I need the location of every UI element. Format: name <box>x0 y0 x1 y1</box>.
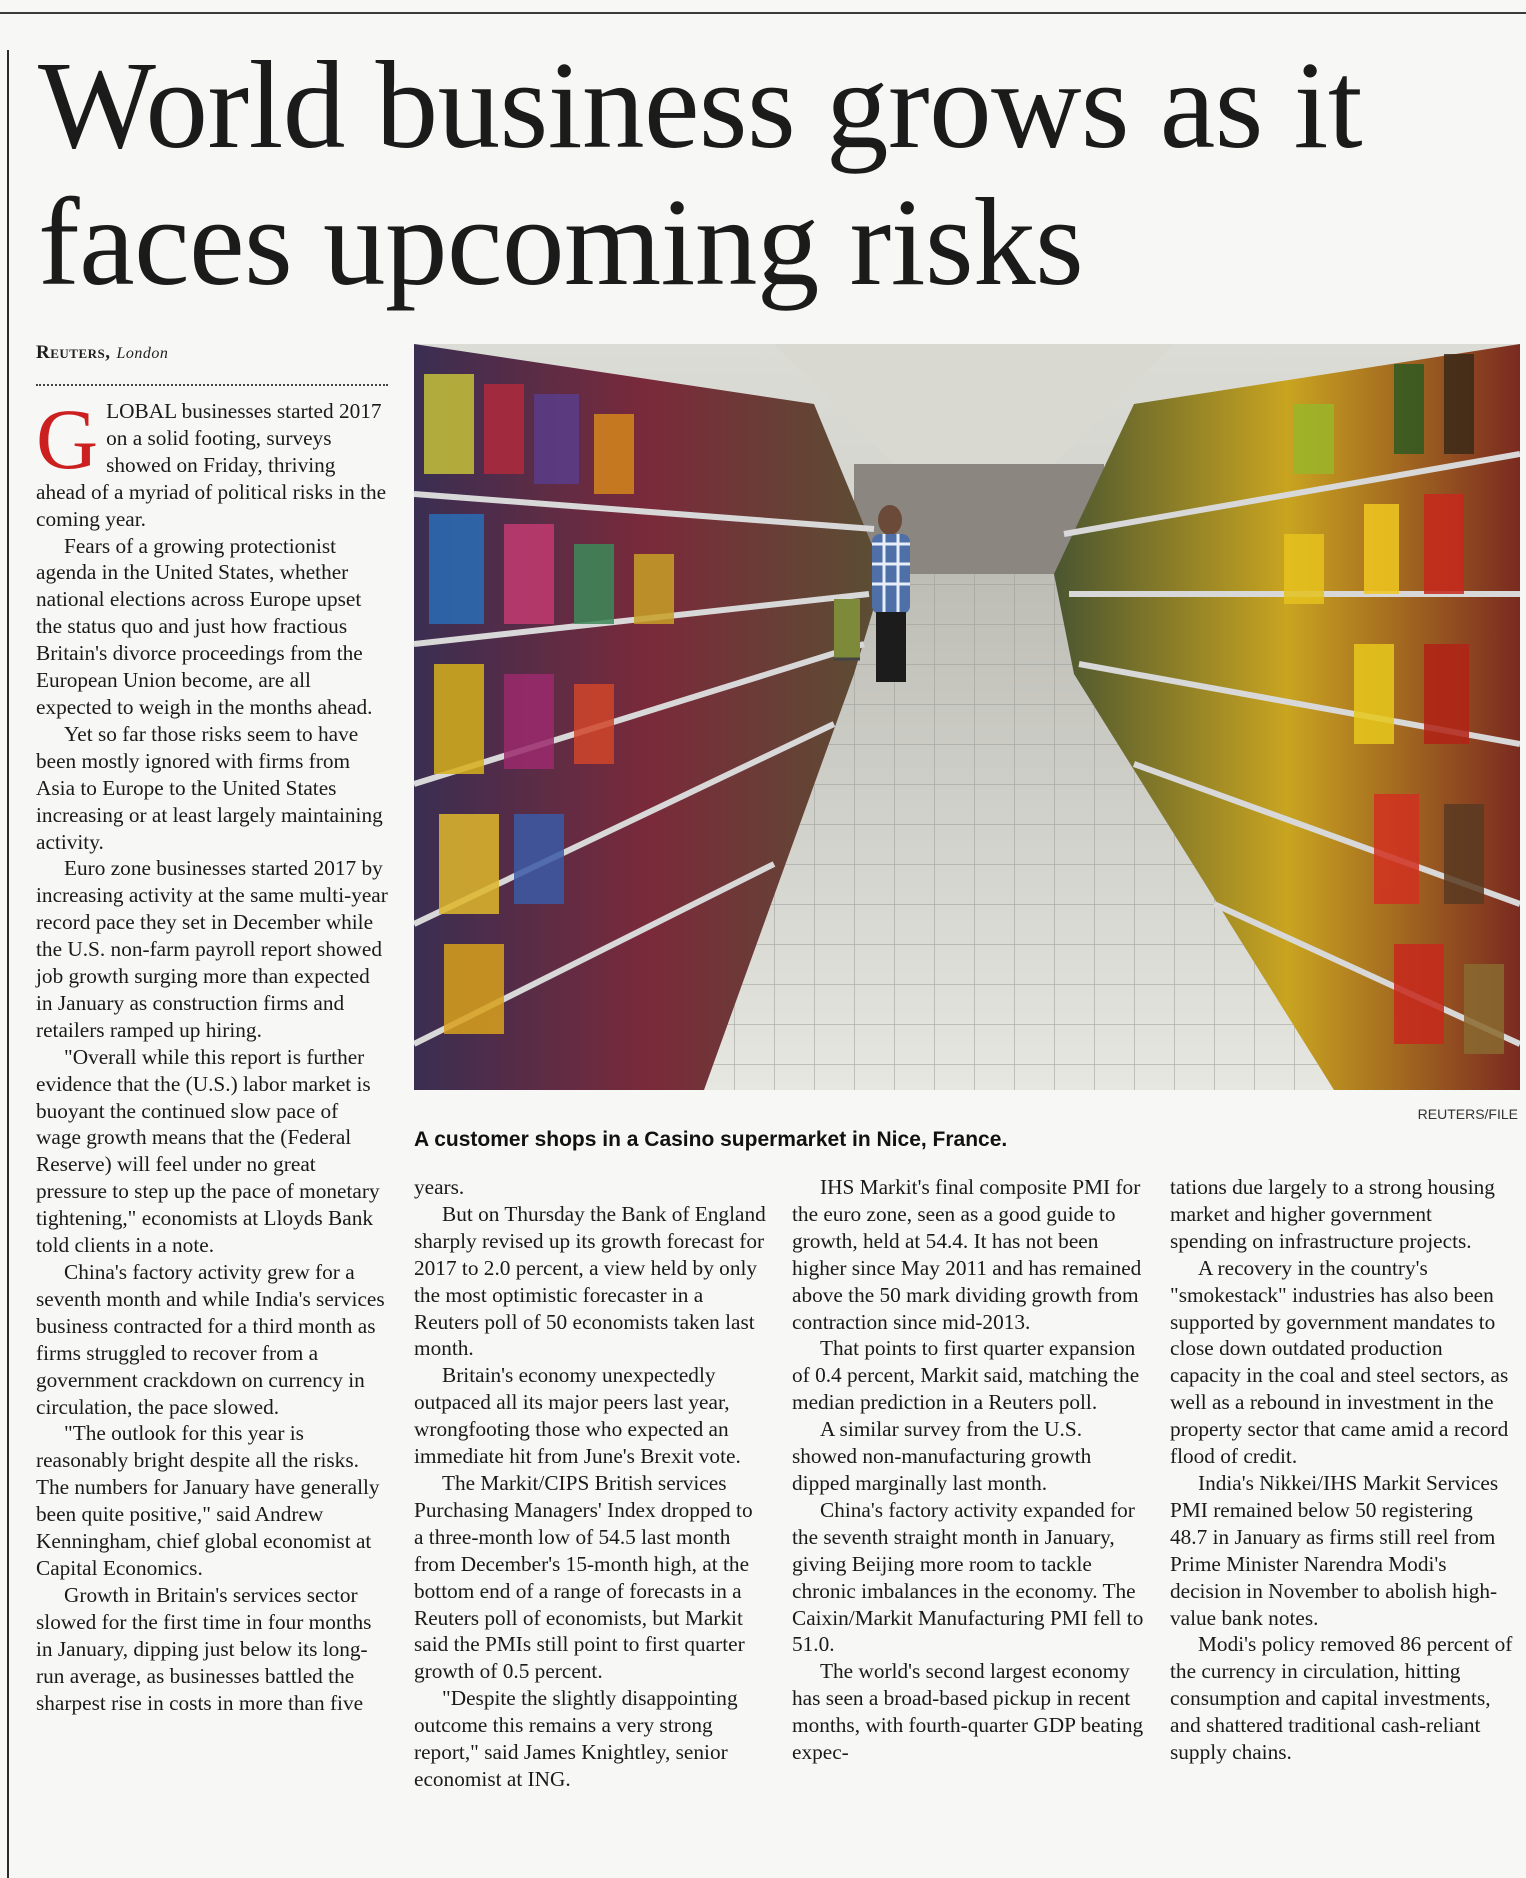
paragraph: years. <box>414 1175 465 1199</box>
paragraph: Fears of a growing protectionist agenda in the United States, whether national elections across Europe upset the status quo and just how fractious Britain's divorce proceedings from the European Union become, are all expected to weigh in the months ahead. <box>36 533 373 719</box>
headline: World business grows as it faces upcoming risks <box>38 37 1363 312</box>
paragraph: LOBAL businesses started 2017 on a solid footing, surveys showed on Friday, thriving ahead of a myriad of political risks in the coming year. <box>36 399 387 531</box>
paragraph: That points to first quarter expansion of 0.4 percent, Markit said, matching the median prediction in a Reuters poll. <box>792 1336 1140 1415</box>
paragraph: Euro zone businesses started 2017 by increasing activity at the same multi-year record pace they set in December while the U.S. non-farm payroll report showed job growth surging more than expected in January as construction firms and retailers ramped up hiring. <box>36 856 388 1042</box>
article-column-2 <box>414 1174 767 1793</box>
article-column-4 <box>1170 1174 1514 1766</box>
paragraph: China's factory activity expanded for the seventh straight month in January, giving Beijing more room to tackle chronic imbalances in the economy. The Caixin/Markit Manufacturing PMI fell to 51.0. <box>792 1497 1144 1657</box>
byline-divider <box>36 384 388 386</box>
paragraph: But on Thursday the Bank of England sharply revised up its growth forecast for 2017 to 2.0 percent, a view held by only the most optimistic forecaster in a Reuters poll of 50 economists taken last month. <box>414 1201 766 1361</box>
paragraph: Britain's economy unexpectedly outpaced all its major peers last year, wrongfooting those who expected an immediate hit from June's Brexit vote. <box>414 1363 741 1469</box>
byline-place: London <box>116 345 169 362</box>
drop-cap: G <box>36 391 99 487</box>
article-column-1 <box>36 391 388 1716</box>
byline-agency: Reuters, <box>36 342 111 363</box>
paragraph: Modi's policy removed 86 percent of the currency in circulation, hitting consumption and capital investments, and shattered traditional cash-reliant supply chains. <box>1170 1632 1513 1765</box>
top-rule <box>0 12 1526 14</box>
paragraph: The Markit/CIPS British services Purchasing Managers' Index dropped to a three-month low of 54.5 last month from December's 15-month high, at the bottom end of a range of forecasts in a Reuters poll of economists, but Markit said the PMIs still point to first quarter growth of 0.5 percent. <box>414 1470 753 1684</box>
paragraph: "The outlook for this year is reasonably bright despite all the risks. The numbers for January have generally been quite positive," said Andrew Kenningham, chief global economist at Capital Economics. <box>36 1421 380 1580</box>
paragraph: Growth in Britain's services sector slowed for the first time in four months in January, dipping just below its long-run average, as businesses battled the sharpest rise in costs in more than five <box>36 1582 372 1715</box>
left-column-rule <box>7 50 9 1878</box>
article-column-3 <box>792 1174 1145 1766</box>
paragraph: A recovery in the country's "smokestack" industries has also been supported by government mandates to close down outdated production capacity in the coal and steel sectors, as well as a rebound in investment in the property sector that came amid a record flood of credit. <box>1170 1255 1509 1469</box>
supermarket-photo <box>414 344 1520 1090</box>
photo-credit: REUTERS/FILE <box>1417 1106 1518 1122</box>
paragraph: India's Nikkei/IHS Markit Services PMI remained below 50 registering 48.7 in January as firms still reel from Prime Minister Narendra Modi's decision in November to abolish high-value bank notes. <box>1170 1470 1499 1630</box>
paragraph: Yet so far those risks seem to have been mostly ignored with firms from Asia to Europe to the United States increasing or at least largely maintaining activity. <box>36 721 383 854</box>
paragraph: tations due largely to a strong housing market and higher government spending on infrastructure projects. <box>1170 1175 1495 1253</box>
paragraph: The world's second largest economy has seen a broad-based pickup in recent months, with fourth-quarter GDP beating expec- <box>792 1659 1144 1765</box>
byline <box>36 342 396 364</box>
paragraph: A similar survey from the U.S. showed non-manufacturing growth dipped marginally last month. <box>792 1417 1092 1495</box>
paragraph: "Overall while this report is further evidence that the (U.S.) labor market is buoyant the continued slow pace of wage growth means that the (Federal Reserve) will feel under no great pressure to step up the pace of monetary tightening," economists at Lloyds Bank told clients in a note. <box>36 1044 380 1258</box>
paragraph: "Despite the slightly disappointing outcome this remains a very strong report," said James Knightley, senior economist at ING. <box>414 1686 738 1791</box>
photo-caption: A customer shops in a Casino supermarket in Nice, France. <box>414 1128 1008 1151</box>
paragraph: IHS Markit's final composite PMI for the euro zone, seen as a good guide to growth, held at 54.4. It has not been higher since May 2011 and has remained above the 50 mark dividing growth from contraction since mid-2013. <box>792 1175 1142 1334</box>
paragraph: China's factory activity grew for a seventh month and while India's services business contracted for a third month as firms struggled to recover from a government crackdown on currency in circulation, the pace slowed. <box>36 1260 385 1419</box>
